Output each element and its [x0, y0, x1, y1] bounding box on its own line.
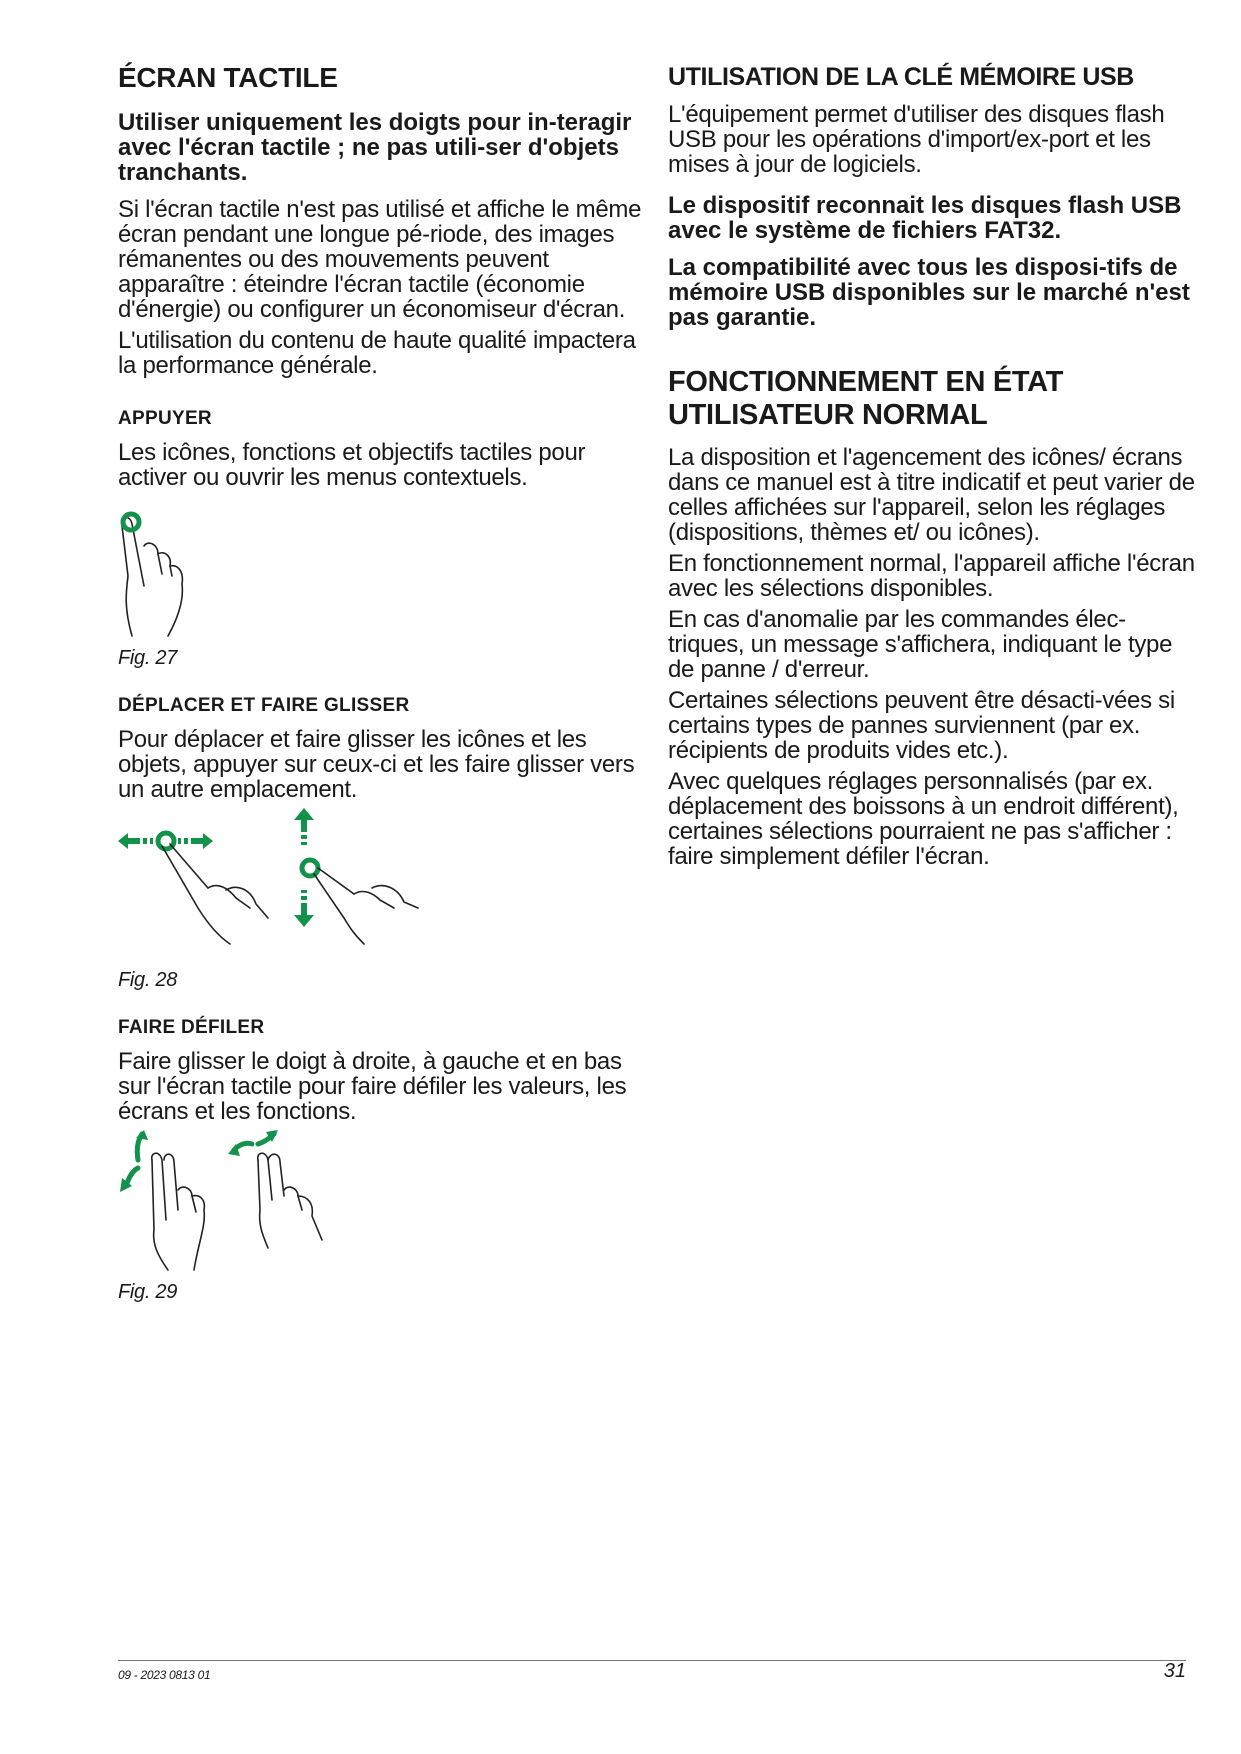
section-title-normal-operation: FONCTIONNEMENT EN ÉTAT UTILISATEUR NORMAL [668, 366, 1064, 432]
document-code: 09 - 2023 0813 01 [118, 1668, 211, 1682]
figure-27 [118, 496, 643, 646]
tap-gesture-icon [118, 496, 358, 646]
drag-gesture-icon [118, 808, 458, 968]
section-title-touchscreen: ÉCRAN TACTILE [118, 62, 338, 93]
usb-paragraph: L'équipement permet d'utiliser des disques flash USB pour les opérations d'import/ex-port et les mises à jour de logiciels. [668, 101, 1165, 178]
touchscreen-paragraph: Si l'écran tactile n'est pas utilisé et affiche le même écran pendant une longue pé-riode, des images rémanentes ou des mouvements peuvent apparaître : éteindre l'écran tactile (économie d'énergie) ou configurer un économiseur d'écran. [118, 196, 642, 324]
usb-note-compatibility: La compatibilité avec tous les disposi-tifs de mémoire USB disponibles sur le marché n'est pas garantie. [668, 254, 1190, 331]
scroll-gesture-icon [118, 1130, 358, 1280]
touchscreen-warning: Utiliser uniquement les doigts pour in-teragir avec l'écran tactile ; ne pas utili-ser d'objets tranchants. [118, 109, 632, 187]
figure-caption: Fig. 28 [118, 969, 178, 992]
figure-29 [118, 1130, 643, 1280]
normal-paragraph: Certaines sélections peuvent être désacti-vées si certains types de pannes surviennent (par ex. récipients de produits vides etc.). [668, 686, 1175, 764]
left-column [118, 62, 643, 1305]
right-column [668, 62, 1198, 875]
normal-paragraph: La disposition et l'agencement des icônes/ écrans dans ce manuel est à titre indicatif et peut varier de celles affichées sur l'appareil, selon les réglages (dispositions, thèmes et/ ou icônes). [668, 443, 1195, 546]
normal-paragraph: En cas d'anomalie par les commandes élec-triques, un message s'affichera, indiquant le type de panne / d'erreur. [668, 605, 1173, 683]
section-title-usb: UTILISATION DE LA CLÉ MÉMOIRE USB [668, 63, 1134, 91]
normal-paragraph: Avec quelques réglages personnalisés (par ex. déplacement des boissons à un endroit différent), certaines sélections pourraient ne pas s'afficher : faire simplement défiler l'écran. [668, 767, 1179, 870]
normal-paragraph: En fonctionnement normal, l'appareil affiche l'écran avec les sélections disponibles. [668, 549, 1195, 602]
figure-28 [118, 808, 643, 968]
page-number: 31 [1163, 1660, 1186, 1682]
figure-caption: Fig. 27 [118, 647, 178, 670]
touchscreen-paragraph: L'utilisation du contenu de haute qualité impactera la performance générale. [118, 327, 636, 380]
subsection-text-scroll: Faire glisser le doigt à droite, à gauche et en bas sur l'écran tactile pour faire défiler les valeurs, les écrans et les fonctions. [118, 1048, 627, 1126]
subsection-text-drag: Pour déplacer et faire glisser les icônes et les objets, appuyer sur ceux-ci et les faire glisser vers un autre emplacement. [118, 726, 635, 804]
footer-divider [118, 1660, 1186, 1661]
subsection-heading-scroll: FAIRE DÉFILER [118, 1017, 265, 1039]
figure-caption: Fig. 29 [118, 1281, 178, 1304]
subsection-text-tap: Les icônes, fonctions et objectifs tactiles pour activer ou ouvrir les menus contextuels. [118, 439, 586, 492]
usb-note-fat32: Le dispositif reconnait les disques flash USB avec le système de fichiers FAT32. [668, 192, 1182, 244]
subsection-heading-tap: APPUYER [118, 408, 212, 430]
subsection-heading-drag: DÉPLACER ET FAIRE GLISSER [118, 695, 410, 717]
